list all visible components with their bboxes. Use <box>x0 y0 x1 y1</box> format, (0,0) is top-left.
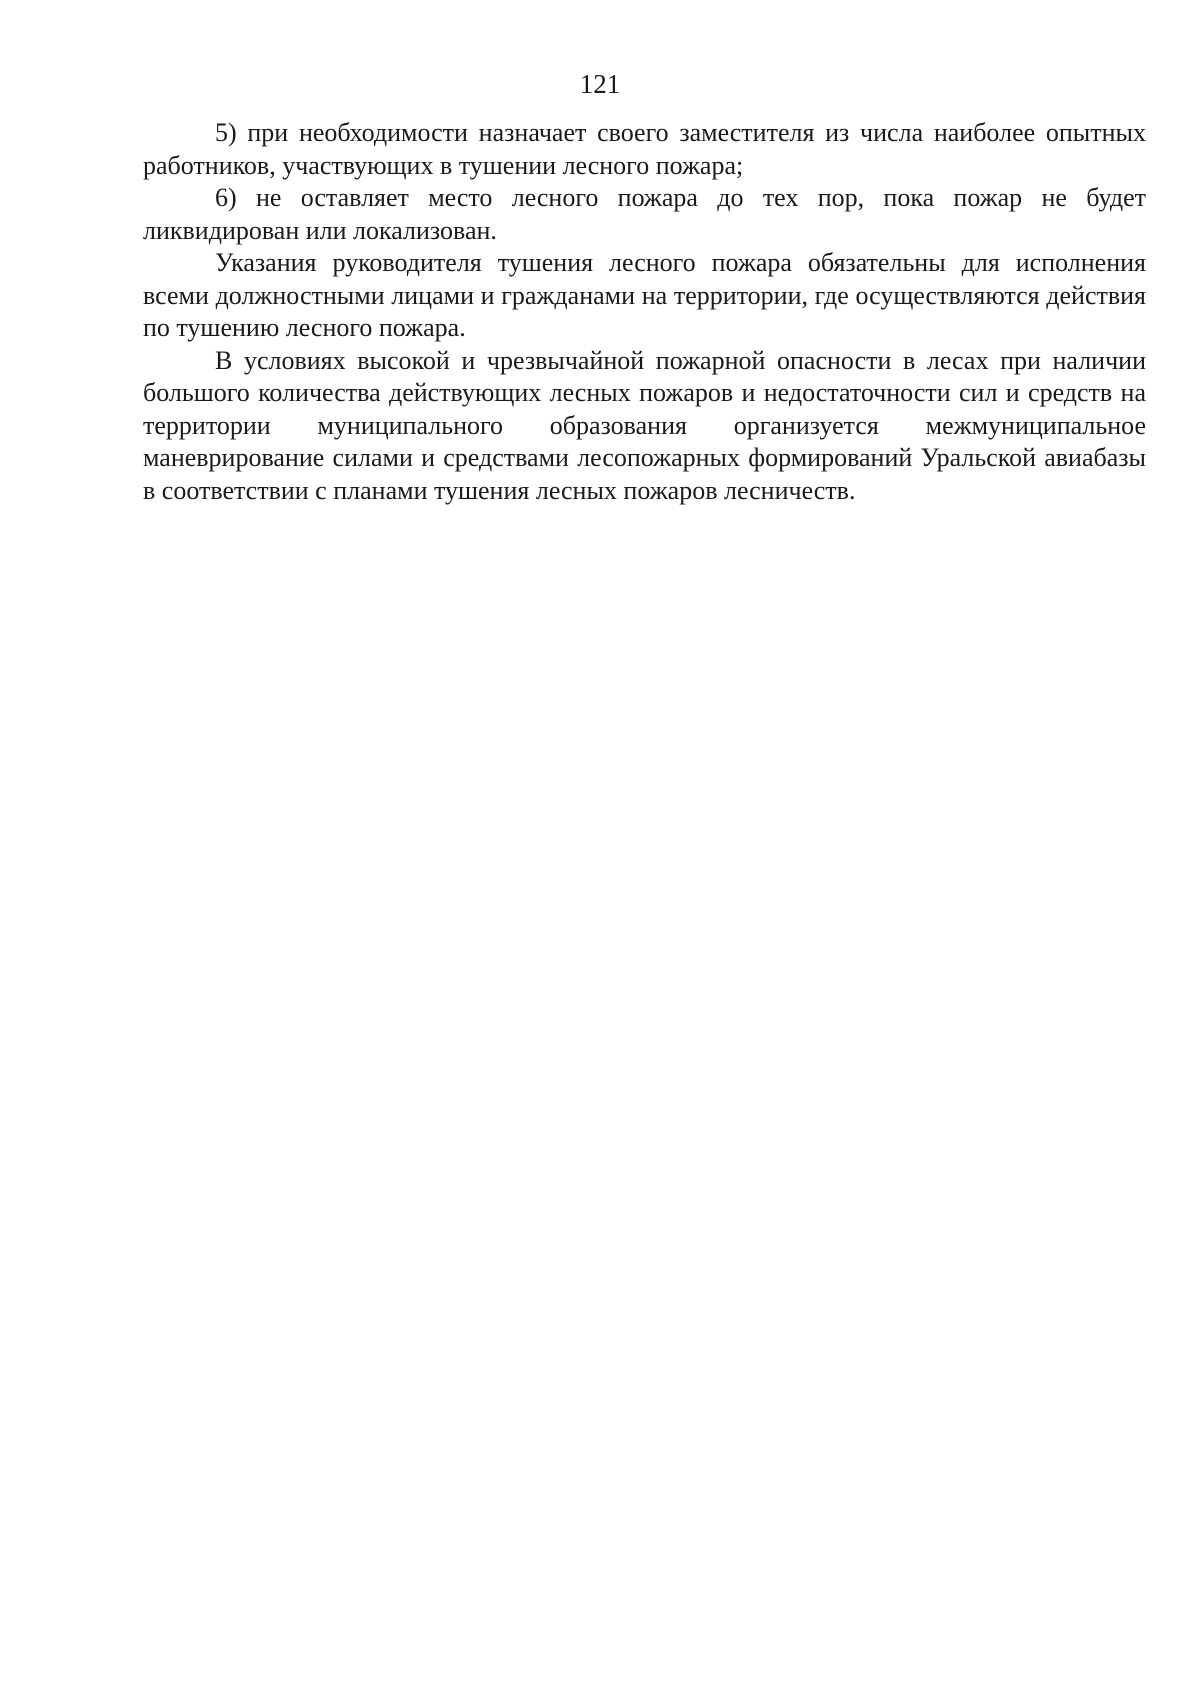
paragraph-maneuvering: В условиях высокой и чрезвычайной пожарной опасности в лесах при наличии большого количества действующих лесных пожаров и недостаточности сил и средств на территории муниципального образования организуется межмуниципальное маневрирование силами и средствами лесопожарных формирований Уральской авиабазы в соответствии с планами тушения лесных пожаров лесничеств. <box>143 345 1146 505</box>
list-item-5: 5) при необходимости назначает своего заместителя из числа наиболее опытных работников, участвующих в тушении лесного пожара; <box>143 118 1146 180</box>
document-body <box>143 117 1146 507</box>
list-item-6: 6) не оставляет место лесного пожара до тех пор, пока пожар не будет ликвидирован или локализован. <box>143 183 1146 245</box>
paragraph-instructions: Указания руководителя тушения лесного пожара обязательны для исполнения всеми должностными лицами и гражданами на территории, где осуществляются действия по тушению лесного пожара. <box>143 248 1146 342</box>
page-number: 121 <box>579 69 621 99</box>
